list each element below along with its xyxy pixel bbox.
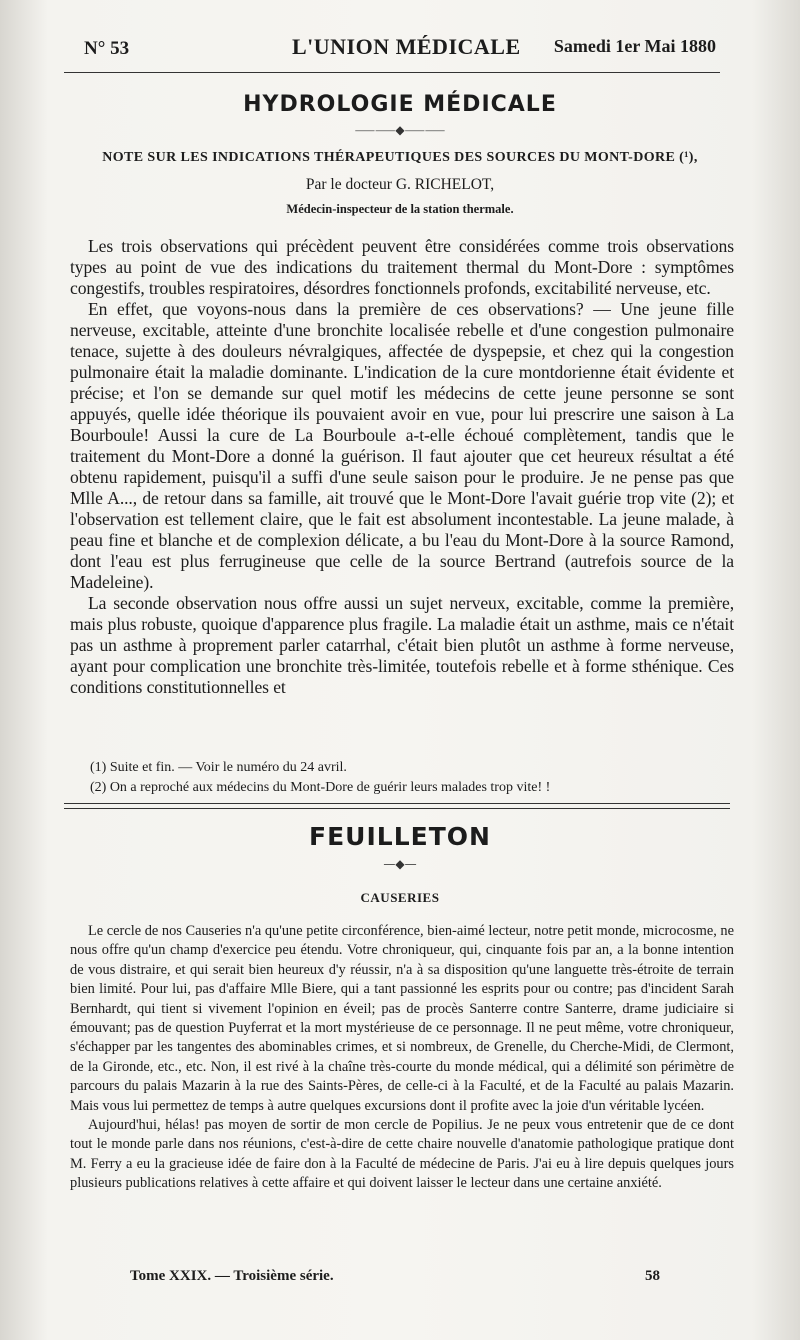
feuilleton-paragraph: Le cercle de nos Causeries n'a qu'une petite circonférence, bien-aimé lecteur, notre petit monde, microcosme, ne nous offre qu'un champ d'exercice peu étendu. Votre chroniqueur, qui, cinquante fois par an, a la bonne intention de vous distraire, et qui serait bien heureux d'y réussir, n'a à sa disposition qu'une languette très-étroite de terrain bien limité. Pour lui, pas d'affaire Mlle Biere, qui a tant passionné les esprits pour ou contre; pas d'incident Sarah Bernhardt, qui tient si vivement l'opinion en éveil; pas de procès Santerre contre Santerre, drame judiciaire si émouvant; pas de question Puyferrat et la mort mystérieuse de ce personnage. Il ne peut même, votre chroniqueur, s'échapper par les tangentes des abominables crimes, et si nombreux, de Grenelle, du Cherche-Midi, de Clermont, de la Gironde, etc., etc. Non, il est rivé à la chaîne très-courte du monde médical, qui a délimité son périmètre de parcours du palais Mazarin à la rue des Saints-Pères, de celle-ci à la Faculté, et de la Faculté au palais Mazarin. Mais vous lui permettez de temps à autre quelques excursions dont il profite avec la joie d'un véritable lycéen.	[70, 923, 734, 1114]
article-title: NOTE SUR LES INDICATIONS THÉRAPEUTIQUES DES SOURCES DU MONT-DORE (¹),	[102, 150, 698, 165]
article-byline: Par le docteur G. RICHELOT,	[305, 176, 495, 193]
article-body	[70, 236, 734, 698]
footnotes	[70, 758, 734, 798]
page-number: 58	[645, 1268, 660, 1284]
feuilleton-rule-bottom	[64, 808, 730, 809]
feuilleton-rule-top	[64, 803, 730, 804]
section-title: HYDROLOGIE MÉDICALE	[243, 92, 557, 117]
issue-number: N° 53	[84, 38, 130, 59]
volume-info: Tome XXIX. — Troisième série.	[130, 1268, 334, 1284]
page-header	[84, 34, 716, 64]
feuilleton-paragraph: Aujourd'hui, hélas! pas moyen de sortir de mon cercle de Popilius. Je ne peux vous entretenir que de ce dont tout le monde parle dans nos réunions, c'est-à-dire de cette chaire nouvelle d'anatomie pathologique pratique dont M. Ferry a eu la gracieuse idée de faire don à la Faculté de médecine de Paris. J'ai eu à lire depuis quelques jours plusieurs publications relatives à cette affaire et qui doivent laisser le lecteur dans une certaine anxiété.	[70, 1117, 734, 1192]
article-paragraph: Les trois observations qui précèdent peuvent être considérées comme trois observations types au point de vue des indications du traitement thermal du Mont-Dore : symptômes congestifs, troubles respiratoires, désordres fonctionnels profonds, excitabilité nerveuse, etc.	[70, 236, 734, 298]
article-paragraph: En effet, que voyons-nous dans la première de ces observations? — Une jeune fille nerveuse, excitable, atteinte d'une bronchite localisée rebelle et d'une congestion pulmonaire tenace, sujette à des douleurs névralgiques, affectée de dyspepsie, et chez qui la congestion pulmonaire était la maladie dominante. L'indication de la cure montdorienne était évidente et précise; et l'on se demande sur quel motif les médecins de cette jeune personne se sont appuyés, quelle idée théorique ils pouvaient avoir en vue, pour lui prescrire une saison à La Bourboule! Aussi la cure de La Bourboule a-t-elle échoué complètement, tandis que le traitement du Mont-Dore a donné la guérison. Il faut ajouter que cet heureux résultat a été obtenu rapidement, puisqu'il a suffi d'une seule saison pour le produire. Je ne pense pas que Mlle A..., de retour dans sa famille, ait trouvé que le Mont-Dore l'avait guérie trop vite (2); et l'observation est tellement claire, que le fait est absolument incontestable. La jeune malade, à peau fine et blanche et de complexion délicate, a bu l'eau du Mont-Dore à la source Ramond, dont l'eau est plus ferrugineuse que celle de la source Bertrand (autrefois source de la Madeleine).	[70, 299, 734, 592]
header-rule	[64, 72, 720, 73]
ornament-divider: ⸺⸺◆⸺⸺	[354, 123, 446, 137]
article-affiliation: Médecin-inspecteur de la station thermale.	[286, 202, 514, 216]
issue-date: Samedi 1er Mai 1880	[553, 36, 716, 56]
footnote: (2) On a reproché aux médecins du Mont-Dore de guérir leurs malades trop vite! !	[90, 780, 551, 795]
feuilleton-title: FEUILLETON	[309, 822, 491, 851]
journal-title: L'UNION MÉDICALE	[292, 34, 521, 59]
feuilleton-body	[70, 922, 734, 1194]
feuilleton-ornament: —◆—	[383, 857, 417, 871]
footnote: (1) Suite et fin. — Voir le numéro du 24 avril.	[90, 760, 347, 775]
feuilleton-subtitle: CAUSERIES	[360, 890, 440, 905]
article-paragraph: La seconde observation nous offre aussi un sujet nerveux, excitable, comme la première, mais plus robuste, quoique d'apparence plus fragile. La maladie était un asthme, mais ce n'était pas un asthme à proprement parler catarrhal, c'était bien plutôt un asthme à forme nerveuse, ayant pour complication une bronchite très-limitée, toutefois rebelle et à forme sthénique. Ces conditions constitutionnelles et	[70, 593, 734, 697]
